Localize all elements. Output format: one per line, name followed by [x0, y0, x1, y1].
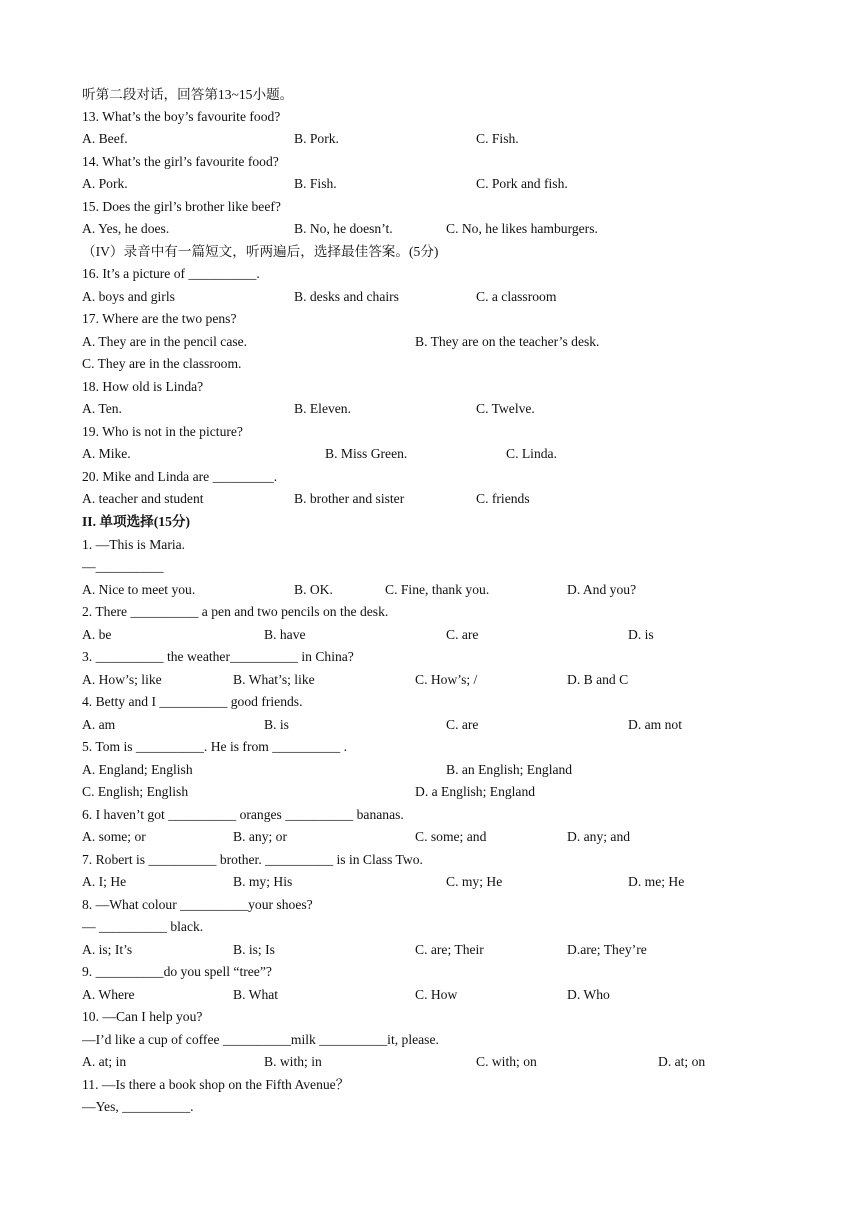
- mc-question-5: 5. Tom is __________. He is from __________ .: [82, 739, 348, 754]
- option-b: B. They are on the teacher’s desk.: [415, 334, 600, 349]
- option-c: C. a classroom: [476, 289, 557, 304]
- mc-question-10: 10. —Can I help you?: [82, 1009, 203, 1024]
- option-c: C. How: [415, 987, 458, 1002]
- option-b: B. desks and chairs: [294, 289, 399, 304]
- question-17: 17. Where are the two pens?: [82, 311, 237, 326]
- option-a: A. I; He: [82, 874, 127, 889]
- option-a: A. am: [82, 717, 116, 732]
- question-16: 16. It’s a picture of __________.: [82, 266, 260, 281]
- question-18: 18. How old is Linda?: [82, 379, 204, 394]
- option-c: C. are; Their: [415, 942, 484, 957]
- option-b: B. Fish.: [294, 176, 337, 191]
- option-b: B. brother and sister: [294, 491, 405, 506]
- mc-question-11: 11. —Is there a book shop on the Fifth Avenue？: [82, 1077, 350, 1092]
- option-c: C. Fine, thank you.: [385, 582, 490, 597]
- option-c: C. English; English: [82, 784, 189, 799]
- option-b: B. Eleven.: [294, 401, 352, 416]
- question-13: 13. What’s the boy’s favourite food?: [82, 109, 281, 124]
- option-c: C. are: [446, 717, 479, 732]
- option-b: B. is: [264, 717, 289, 732]
- option-c: C. How’s; /: [415, 672, 478, 687]
- option-a: A. England; English: [82, 762, 193, 777]
- option-a: A. teacher and student: [82, 491, 204, 506]
- option-a: A. They are in the pencil case.: [82, 334, 248, 349]
- option-b: B. have: [264, 627, 306, 642]
- option-d: D.are; They’re: [567, 942, 647, 957]
- option-c: C. Linda.: [506, 446, 557, 461]
- option-d: D. any; and: [567, 829, 631, 844]
- mc-question-8-reply: — __________ black.: [82, 919, 204, 934]
- question-15: 15. Does the girl’s brother like beef?: [82, 199, 281, 214]
- option-d: D. Who: [567, 987, 610, 1002]
- option-d: D. at; on: [658, 1054, 706, 1069]
- mc-question-3: 3. __________ the weather__________ in China?: [82, 649, 354, 664]
- option-b: B. is; Is: [233, 942, 275, 957]
- option-c-line: C. They are in the classroom.: [82, 356, 242, 371]
- option-a: A. Yes, he does.: [82, 221, 170, 236]
- option-a: A. Where: [82, 987, 135, 1002]
- option-c: C. are: [446, 627, 479, 642]
- mc-question-9: 9. __________do you spell “tree”?: [82, 964, 272, 979]
- option-a: A. How’s; like: [82, 672, 162, 687]
- mc-question-6: 6. I haven’t got __________ oranges __________ bananas.: [82, 807, 404, 822]
- option-a: A. be: [82, 627, 112, 642]
- option-d: D. B and C: [567, 672, 629, 687]
- mc-question-4: 4. Betty and I __________ good friends.: [82, 694, 303, 709]
- option-b: B. my; His: [233, 874, 293, 889]
- option-d: D. a English; England: [415, 784, 536, 799]
- option-b: B. No, he doesn’t.: [294, 221, 393, 236]
- mc-question-7: 7. Robert is __________ brother. __________ is in Class Two.: [82, 852, 423, 867]
- option-b: B. Miss Green.: [325, 446, 408, 461]
- mc-question-2: 2. There __________ a pen and two pencils on the desk.: [82, 604, 389, 619]
- option-c: C. with; on: [476, 1054, 537, 1069]
- question-20: 20. Mike and Linda are _________.: [82, 469, 278, 484]
- section-ii-heading: II. 单项选择(15分): [82, 514, 190, 529]
- option-b: B. Pork.: [294, 131, 339, 146]
- option-d: D. me; He: [628, 874, 685, 889]
- option-a: A. Ten.: [82, 401, 122, 416]
- option-c: C. friends: [476, 491, 530, 506]
- option-b: B. What: [233, 987, 279, 1002]
- option-a: A. Mike.: [82, 446, 131, 461]
- option-a: A. boys and girls: [82, 289, 175, 304]
- option-d: D. And you?: [567, 582, 637, 597]
- mc-question-1: 1. —This is Maria.: [82, 537, 186, 552]
- option-a: A. at; in: [82, 1054, 127, 1069]
- mc-question-11-reply: —Yes, __________.: [82, 1099, 194, 1114]
- option-c: C. No, he likes hamburgers.: [446, 221, 598, 236]
- option-d: D. am not: [628, 717, 682, 732]
- option-a: A. is; It’s: [82, 942, 133, 957]
- option-a: A. some; or: [82, 829, 146, 844]
- option-c: C. some; and: [415, 829, 487, 844]
- option-b: B. OK.: [294, 582, 333, 597]
- mc-question-8: 8. —What colour __________your shoes?: [82, 897, 313, 912]
- section-iv-heading: （IV）录音中有一篇短文，听两遍后，选择最佳答案。(5分): [82, 244, 439, 259]
- mc-question-10-reply: —I’d like a cup of coffee __________milk __________it, please.: [82, 1032, 439, 1047]
- mc-question-1-reply: —__________: [82, 559, 164, 574]
- option-a: A. Nice to meet you.: [82, 582, 196, 597]
- option-d: D. is: [628, 627, 654, 642]
- option-c: C. Twelve.: [476, 401, 535, 416]
- option-a: A. Pork.: [82, 176, 128, 191]
- question-19: 19. Who is not in the picture?: [82, 424, 243, 439]
- option-b: B. any; or: [233, 829, 287, 844]
- option-a: A. Beef.: [82, 131, 128, 146]
- option-b: B. What’s; like: [233, 672, 315, 687]
- option-c: C. Pork and fish.: [476, 176, 568, 191]
- question-14: 14. What’s the girl’s favourite food?: [82, 154, 279, 169]
- option-b: B. an English; England: [446, 762, 573, 777]
- section-instruction: 听第二段对话，回答第13~15小题。: [82, 87, 294, 102]
- option-c: C. my; He: [446, 874, 503, 889]
- option-c: C. Fish.: [476, 131, 519, 146]
- option-b: B. with; in: [264, 1054, 322, 1069]
